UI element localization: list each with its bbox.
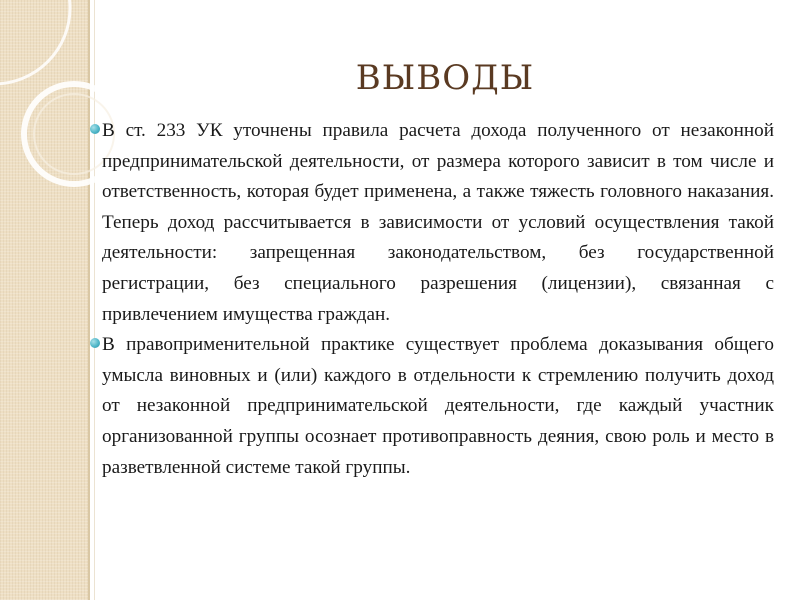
list-item bbox=[102, 330, 774, 483]
paragraph-text: В правоприменительной практике существует проблема доказывания общего умысла виновных и (или) каждого в отдельности к стремлению получить доход от незаконной предпринимательской деятельности, где каждый участник организованной группы осознает противоправность деяния, свою роль и место в разветвленной системе такой группы. bbox=[102, 334, 774, 478]
list-item bbox=[102, 116, 774, 330]
decorative-circle-large bbox=[0, 0, 70, 84]
bullet-icon bbox=[90, 338, 100, 348]
bullet-icon bbox=[90, 124, 100, 134]
slide-title: ВЫВОДЫ bbox=[355, 58, 535, 98]
content-list bbox=[102, 116, 774, 483]
paragraph-text: В ст. 233 УК уточнены правила расчета дохода полученного от незаконной предпринимательской деятельности, от размера которого зависит в том числе и ответственность, которая будет применена, а также тяжесть головного наказания. Теперь доход рассчитывается в зависимости от условий осуществления такой деятельности: запрещенная законодательством, без государственной регистрации, без специального разрешения (лицензии), связанная с привлечением имущества граждан. bbox=[102, 120, 774, 325]
